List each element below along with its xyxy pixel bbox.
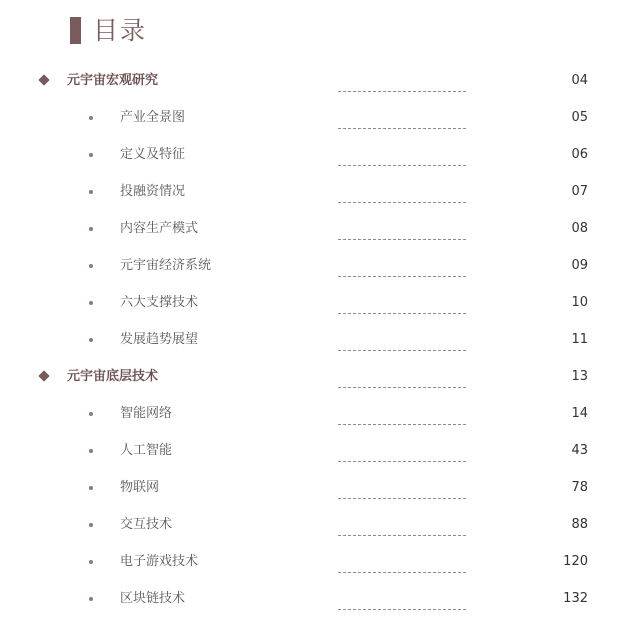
toc-page-number: 09 [571, 258, 588, 273]
dotted-leader [338, 424, 466, 425]
dotted-leader [338, 498, 466, 499]
toc-entry-label: 定义及特征 [120, 147, 186, 162]
toc-item-row[interactable] [0, 256, 633, 278]
toc-entry-label: 六大支撑技术 [120, 295, 199, 310]
toc-entry-label: 区块链技术 [120, 591, 186, 606]
dotted-leader [338, 461, 466, 462]
toc-page-number: 11 [571, 332, 588, 347]
page-title: 目录 [93, 15, 148, 45]
diamond-icon [38, 74, 49, 85]
bullet-dot-icon [89, 227, 93, 231]
bullet-dot-icon [89, 153, 93, 157]
bullet-dot-icon [89, 338, 93, 342]
toc-section-row[interactable] [0, 71, 633, 93]
toc-page-number: 120 [563, 554, 588, 569]
toc-entry-label: 智能网络 [120, 406, 173, 421]
toc-page-number: 04 [571, 73, 588, 88]
toc-item-row[interactable] [0, 589, 633, 611]
toc-page-number: 08 [571, 221, 588, 236]
toc-item-row[interactable] [0, 330, 633, 352]
bullet-dot-icon [89, 486, 93, 490]
toc-page-number: 132 [563, 591, 588, 606]
bullet-dot-icon [89, 264, 93, 268]
toc-page-number: 43 [571, 443, 588, 458]
dotted-leader [338, 387, 466, 388]
bullet-dot-icon [89, 597, 93, 601]
bullet-dot-icon [89, 190, 93, 194]
dotted-leader [338, 609, 466, 610]
toc-heading [70, 14, 147, 46]
heading-accent-bar [70, 17, 81, 44]
toc-section-row[interactable] [0, 367, 633, 389]
toc-entry-label: 发展趋势展望 [120, 332, 199, 347]
bullet-dot-icon [89, 116, 93, 120]
toc-page-number: 07 [571, 184, 588, 199]
toc-item-row[interactable] [0, 182, 633, 204]
dotted-leader [338, 350, 466, 351]
toc-page-number: 88 [571, 517, 588, 532]
toc-page-number: 06 [571, 147, 588, 162]
toc-item-row[interactable] [0, 441, 633, 463]
toc-entry-label: 元宇宙经济系统 [120, 258, 212, 273]
dotted-leader [338, 572, 466, 573]
toc-page-number: 10 [571, 295, 588, 310]
toc-entry-label: 电子游戏技术 [120, 554, 199, 569]
dotted-leader [338, 239, 466, 240]
toc-entry-label: 产业全景图 [120, 110, 186, 125]
bullet-dot-icon [89, 301, 93, 305]
diamond-icon [38, 370, 49, 381]
toc-page-number: 13 [571, 369, 588, 384]
toc-entry-label: 交互技术 [120, 517, 173, 532]
toc-item-row[interactable] [0, 552, 633, 574]
dotted-leader [338, 202, 466, 203]
bullet-dot-icon [89, 523, 93, 527]
toc-entry-label: 内容生产模式 [120, 221, 199, 236]
toc-page-number: 05 [571, 110, 588, 125]
toc-item-row[interactable] [0, 293, 633, 315]
toc-item-row[interactable] [0, 404, 633, 426]
toc-entry-label: 元宇宙底层技术 [67, 369, 159, 384]
dotted-leader [338, 91, 466, 92]
dotted-leader [338, 165, 466, 166]
toc-item-row[interactable] [0, 515, 633, 537]
bullet-dot-icon [89, 560, 93, 564]
toc-item-row[interactable] [0, 145, 633, 167]
toc-item-row[interactable] [0, 478, 633, 500]
toc-entry-label: 元宇宙宏观研究 [67, 73, 159, 88]
dotted-leader [338, 313, 466, 314]
toc-item-row[interactable] [0, 219, 633, 241]
toc-page-number: 14 [571, 406, 588, 421]
toc-item-row[interactable] [0, 108, 633, 130]
toc-entry-label: 物联网 [120, 480, 160, 495]
toc-page-number: 78 [571, 480, 588, 495]
dotted-leader [338, 128, 466, 129]
toc-entry-label: 投融资情况 [120, 184, 186, 199]
dotted-leader [338, 535, 466, 536]
bullet-dot-icon [89, 412, 93, 416]
bullet-dot-icon [89, 449, 93, 453]
dotted-leader [338, 276, 466, 277]
toc-entry-label: 人工智能 [120, 443, 173, 458]
